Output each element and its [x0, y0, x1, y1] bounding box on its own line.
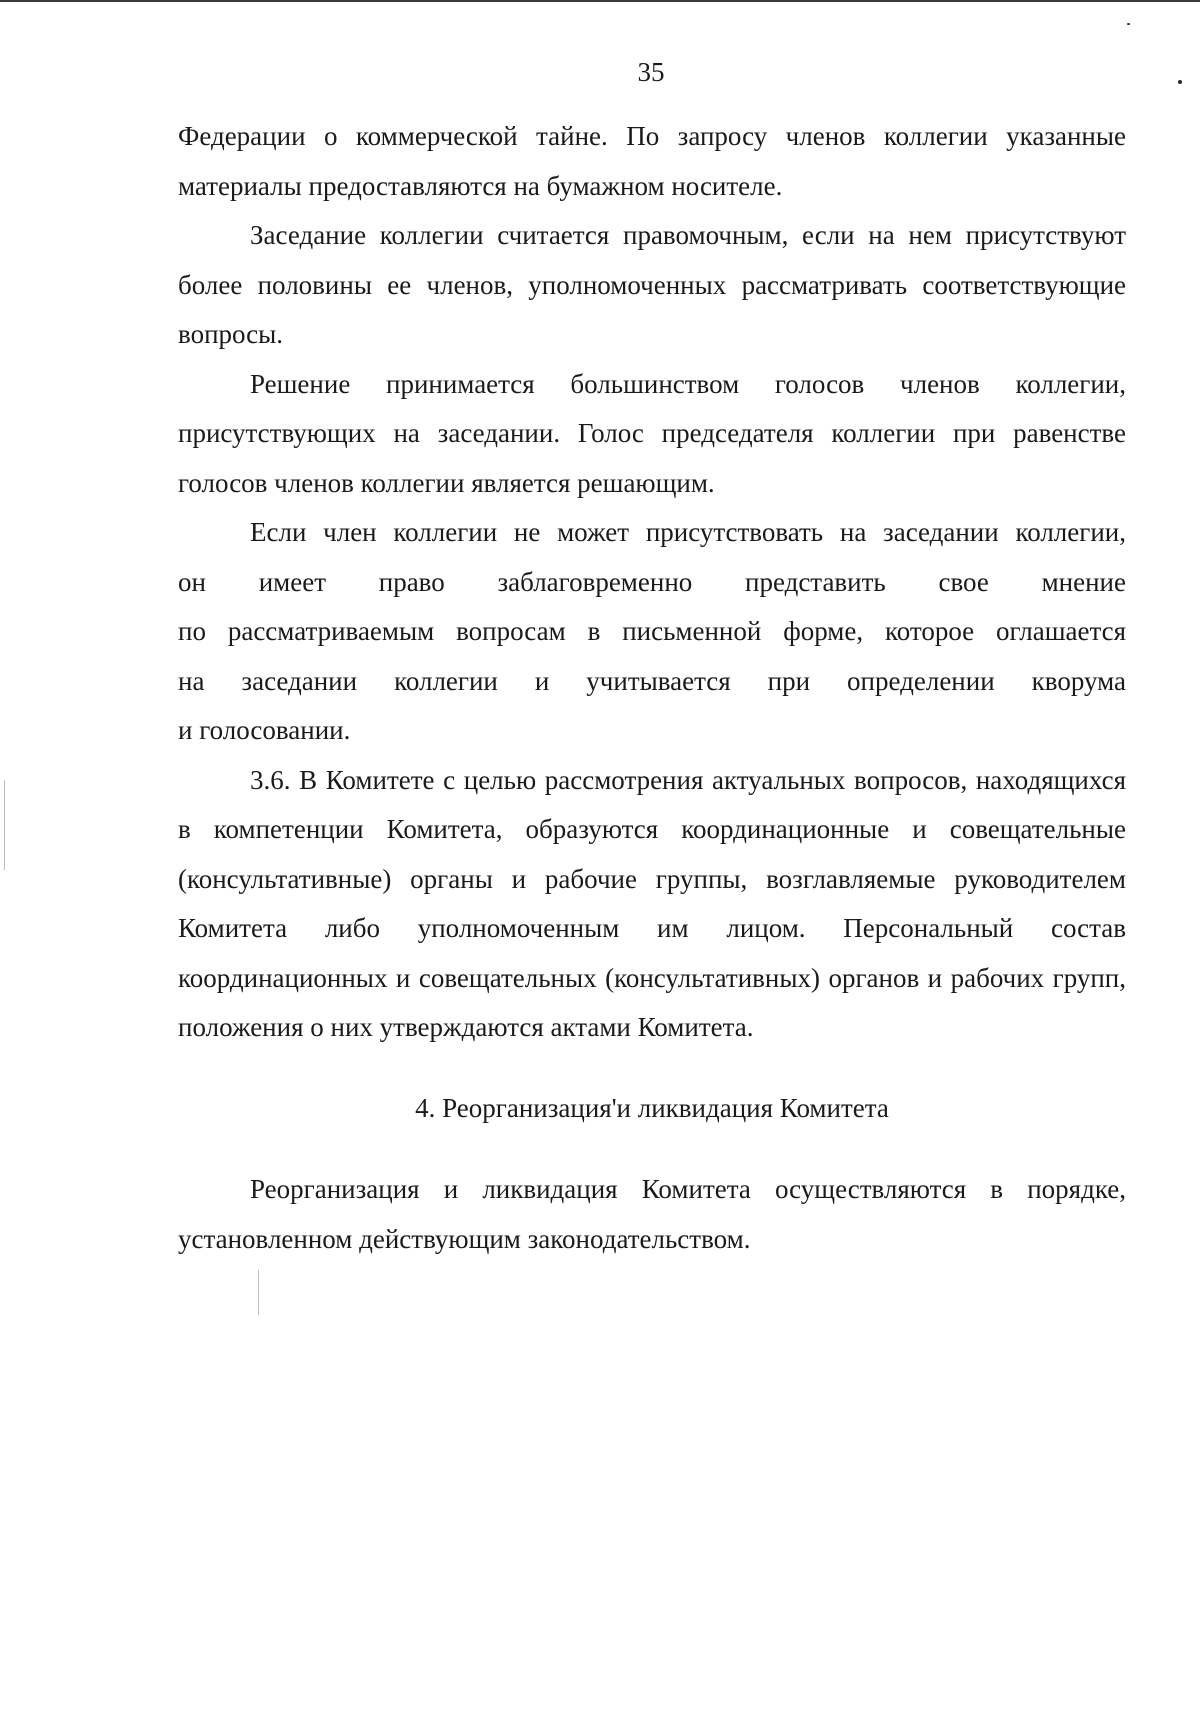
- paragraph-line: Федерации о коммерческой тайне. По запросу членов коллегии указанные: [178, 121, 1126, 151]
- paragraph-reorganization: Реорганизация и ликвидация Комитета осуществляются в порядке, установленном действующим законодательством.: [178, 1174, 1126, 1254]
- paragraph-line: на заседании коллегии и учитывается при определении кворума: [178, 665, 1126, 696]
- page-top-edge: [0, 0, 1200, 2]
- scan-mark: [258, 1270, 259, 1315]
- paragraph-line: Если член коллегии не может присутствовать на заседании коллегии,: [250, 517, 1126, 547]
- paragraph-line: и голосовании.: [178, 715, 351, 745]
- scan-speck: [1178, 80, 1182, 84]
- document-body: [178, 112, 1126, 1264]
- scan-mark: [4, 780, 5, 870]
- paragraph-decision: Решение принимается большинством голосов членов коллегии, присутствующих на заседании. Голос председателя коллегии при равенстве голосов членов коллегии является решающим.: [178, 368, 1126, 498]
- paragraph-working-groups: 3.6. В Комитете с целью рассмотрения актуальных вопросов, находящихся в компетенции Комитета, образуются координационные и совещательные (консультативные) органы и рабочие группы, возглавляемые руководителем Комитета либо уполномоченным им лицом. Персональный состав координационных и совещательных (консультативных) органов и рабочих групп, положения о них утверждаются актами Комитета.: [178, 764, 1126, 1042]
- paragraph-quorum: Заседание коллегии считается правомочным, если на нем присутствуют более половины ее членов, уполномоченных рассматривать соответствующие вопросы.: [178, 220, 1126, 349]
- paragraph-line: он имеет право заблаговременно представить свое мнение: [178, 566, 1126, 597]
- scan-speck: [1127, 23, 1130, 25]
- paragraph-line: по рассматриваемым вопросам в письменной форме, которое оглашается: [178, 616, 1126, 646]
- paragraph-line: материалы предоставляются на бумажном носителе.: [178, 170, 783, 201]
- section-heading: 4. Реорганизация'и ликвидация Комитета: [415, 1092, 889, 1123]
- page-number: 35: [637, 57, 665, 87]
